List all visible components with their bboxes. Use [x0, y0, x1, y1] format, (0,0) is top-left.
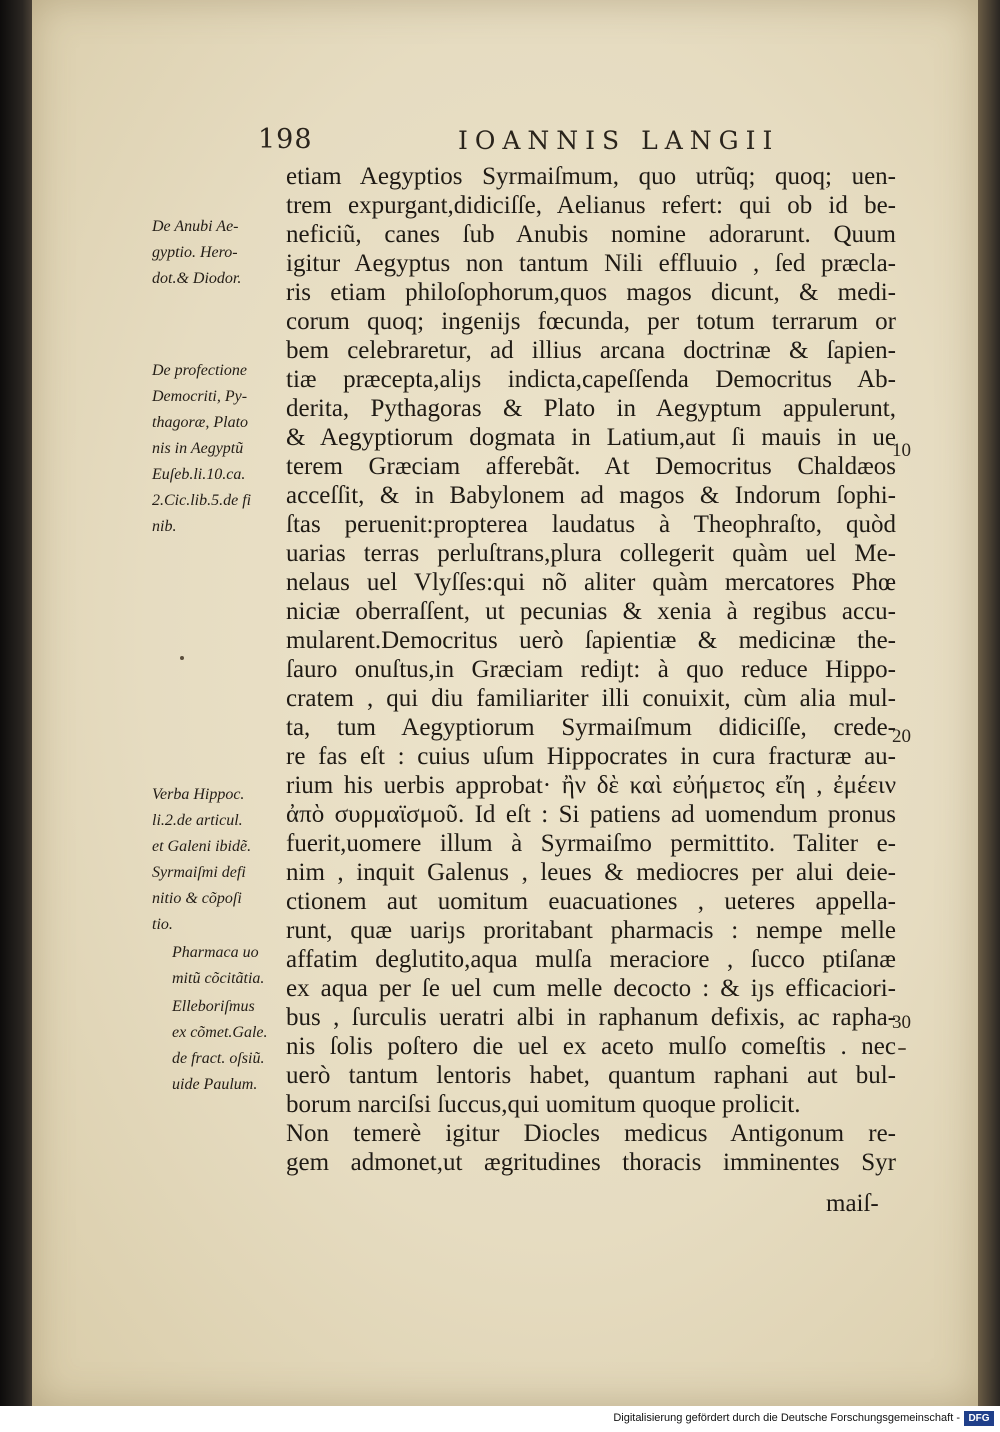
margin-note-line: Pharmaca uo	[172, 944, 259, 961]
margin-note-line: nib.	[152, 518, 177, 535]
margin-note	[172, 940, 304, 992]
margin-note-line: uide Paulum.	[172, 1076, 258, 1093]
text-line: derita, Pythagoras & Plato in Aegyptum appulerunt,	[286, 395, 896, 422]
line-number: 20	[892, 726, 911, 747]
footer-credit: Digitalisierung gefördert durch die Deutsche Forschungsgemeinschaft -	[613, 1412, 960, 1424]
margin-note-line: nis in Aegyptũ	[152, 440, 244, 457]
text-line: trem expurgant,didiciſſe, Aelianus refert: qui ob id be-	[286, 192, 896, 219]
margin-note-line: Elleboriſmus	[172, 998, 255, 1015]
text-line: nim , inquit Galenus , leues & mediocres per alui deie-	[286, 859, 896, 886]
text-line: etiam Aegyptios Syrmaiſmum, quo utrũq; quoq; uen-	[286, 163, 896, 190]
text-line: mularent.Democritus uerò ſapientiæ & medicinæ the-	[286, 627, 896, 654]
text-line: & Aegyptiorum dogmata in Latium,aut ſi mauis in ue	[286, 424, 896, 451]
margin-note-line: dot.& Diodor.	[152, 270, 242, 287]
margin-note-line: Syrmaiſmi defi	[152, 864, 246, 881]
line-number: 10	[892, 440, 911, 461]
text-line: corum quoq; ingenijs fœcunda, per totum terrarum or	[286, 308, 896, 335]
text-line: re fas eſt : cuius uſum Hippocrates in cura fracturæ au-	[286, 743, 896, 770]
text-line: acceſſit, & in Babylonem ad magos & Indorum ſophi-	[286, 482, 896, 509]
text-line: uerò tantum lentoris habet, quantum raphani aut bul-	[286, 1062, 896, 1089]
main-text-block	[286, 162, 896, 1177]
text-line: ta, tum Aegyptiorum Syrmaiſmum didiciſſe, crede-	[286, 714, 896, 741]
text-line: borum narciſsi ſuccus,qui uomitum quoque prolicit.	[286, 1091, 801, 1118]
text-line: affatim deglutito,aqua mulſa meraciore , ſucco ptiſanæ	[286, 946, 896, 973]
margin-note	[152, 782, 284, 938]
dfg-logo: DFG	[964, 1411, 994, 1426]
text-line: bus , ſurculis ueratri albi in raphanum defixis, ac rapha-	[286, 1004, 896, 1031]
text-line: Non temerè igitur Diocles medicus Antigonum re-	[286, 1120, 896, 1147]
paper-speck	[180, 656, 184, 660]
running-head: IOANNIS LANGII	[458, 126, 780, 155]
page-header	[258, 124, 898, 164]
text-line: ex aqua per ſe uel cum melle decocto : & iȷs efficaciori-	[286, 975, 896, 1002]
book-gutter	[0, 0, 32, 1406]
text-line: bem celebraretur, ad illius arcana doctrinæ & ſapien-	[286, 337, 896, 364]
text-line: cratem , qui diu familiariter illi conuixit, cùm alia mul-	[286, 685, 896, 712]
margin-note-line: Euſeb.li.10.ca.	[152, 466, 246, 483]
margin-note-line: li.2.de articul.	[152, 812, 243, 829]
margin-note-line: ex cõmet.Gale.	[172, 1024, 268, 1041]
text-line: rium his uerbis approbat· ἢν δὲ καὶ εὐήμετος εἴη , ἐμέειν	[286, 772, 896, 799]
margin-note	[152, 358, 284, 540]
catchword: maiſ-	[826, 1190, 879, 1217]
text-line: ctionem aut uomitum euacuationes , ueteres appella-	[286, 888, 896, 915]
margin-note-line: thagoræ, Plato	[152, 414, 249, 431]
page-edge	[978, 0, 1000, 1406]
margin-note-line: et Galeni ibidẽ.	[152, 838, 252, 855]
text-line: nis ſolis poſtero die uel ex aceto mulſo comeſtis . nec	[286, 1033, 896, 1060]
margin-note-line: De Anubi Ae-	[152, 218, 239, 235]
margin-note-line: tio.	[152, 916, 173, 933]
page-number: 198	[258, 124, 313, 155]
text-line: ſauro onuſtus,in Græciam rediȷt: à quo reduce Hippo-	[286, 656, 896, 683]
text-line: fuerit,uomere illum à Syrmaiſmo permittito. Taliter e-	[286, 830, 896, 857]
margin-note-line: Democriti, Py-	[152, 388, 248, 405]
margin-note-line: de fract. oſsiũ.	[172, 1050, 265, 1067]
text-line: gem admonet,ut ægritudines thoracis imminentes Syr	[286, 1149, 896, 1176]
text-line: niciæ oberraſſent, ut pecunias & xenia à regibus accu-	[286, 598, 896, 625]
margin-note-line: Verba Hippoc.	[152, 786, 245, 803]
margin-note-line: nitio & cõpoſi	[152, 890, 242, 907]
text-line: ſtas peruenit:propterea laudatus à Theophraſto, quòd	[286, 511, 896, 538]
margin-note-line: De profectione	[152, 362, 247, 379]
margin-note	[152, 214, 284, 292]
text-line: runt, quæ uariȷs proritabant pharmacis : nempe melle	[286, 917, 896, 944]
text-line: neficiũ, canes ſub Anubis nomine adorarunt. Quum	[286, 221, 896, 248]
text-line: ris etiam philoſophorum,quos magos dicunt, & medi-	[286, 279, 896, 306]
footer-bar	[0, 1406, 1000, 1432]
margin-note-line: 2.Cic.lib.5.de fi	[152, 492, 252, 509]
margin-note	[172, 994, 304, 1098]
text-line: ἀπὸ συρμαϊσμοῦ. Id eſt : Si patiens ad uomendum pronus	[286, 801, 896, 828]
paper-speck	[898, 1048, 906, 1050]
text-line: igitur Aegyptus non tantum Nili effluuio , ſed præcla-	[286, 250, 896, 277]
line-number: 30	[892, 1012, 911, 1033]
text-line: tiæ præcepta,aliȷs indicta,capeſſenda Democritus Ab-	[286, 366, 896, 393]
text-line: uarias terras perluſtrans,plura collegerit quàm uel Me-	[286, 540, 896, 567]
text-line: terem Græciam afferebãt. At Democritus Chaldæos	[286, 453, 896, 480]
text-line: nelaus uel Vlyſſes:qui nõ aliter quàm mercatores Phœ	[286, 569, 896, 596]
margin-note-line: gyptio. Hero-	[152, 244, 238, 261]
margin-note-line: mitũ cõcitãtia.	[172, 970, 265, 987]
